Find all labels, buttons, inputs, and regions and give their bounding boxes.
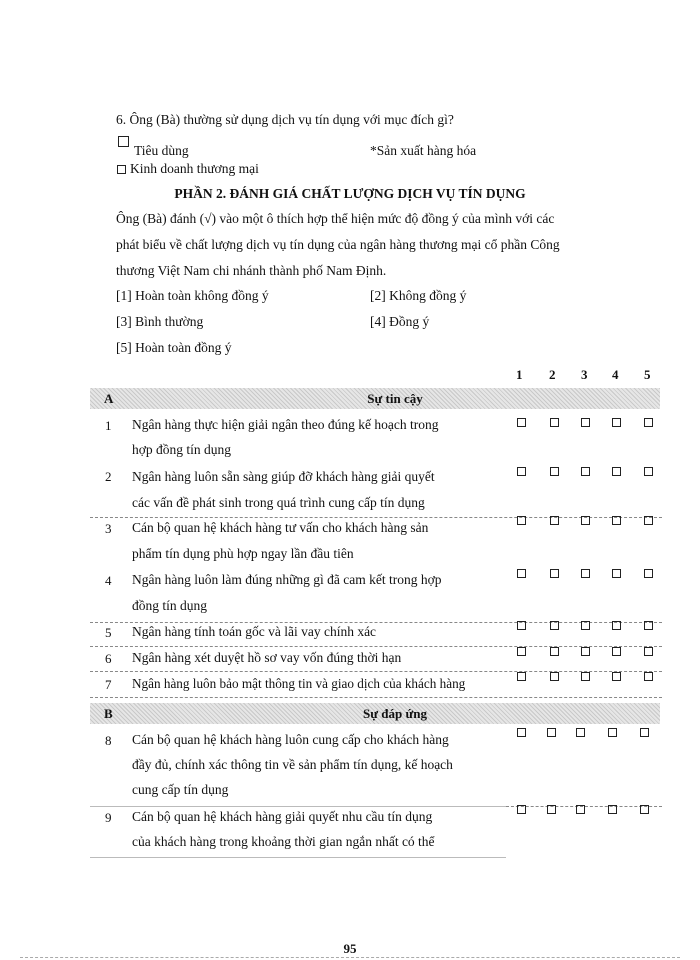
item-1-rating-5[interactable]: [644, 418, 653, 427]
item-4-rating-3[interactable]: [581, 569, 590, 578]
item-2-rating-4[interactable]: [612, 467, 621, 476]
section-b-letter: B: [104, 706, 113, 721]
item-5-number: 5: [105, 625, 112, 640]
scale-label-5: [5] Hoàn toàn đồng ý: [116, 340, 232, 355]
item-1-rating-1[interactable]: [517, 418, 526, 427]
item-5-rating-1[interactable]: [517, 621, 526, 630]
item-1-text-line1: Ngân hàng thực hiện giải ngân theo đúng kế hoạch trong: [132, 417, 439, 432]
item-8-text-line2: đầy đủ, chính xác thông tin về sản phẩm tín dụng, kế hoạch: [132, 757, 453, 772]
item-8-text-line3: cung cấp tín dụng: [132, 782, 229, 797]
scale-label-1: [1] Hoàn toàn không đồng ý: [116, 288, 269, 303]
part2-title: PHẦN 2. ĐÁNH GIÁ CHẤT LƯỢNG DỊCH VỤ TÍN DỤNG: [174, 186, 526, 201]
item-4-text-line2: đồng tín dụng: [132, 598, 208, 613]
option-san-xuat-label: *Sản xuất hàng hóa: [370, 143, 477, 158]
item-9-rating-2[interactable]: [547, 805, 556, 814]
page-footer-line: [20, 957, 680, 958]
part2-intro-line2: phát biểu về chất lượng dịch vụ tín dụng của ngân hàng thương mại cổ phần Công: [116, 237, 560, 252]
row-divider: [90, 622, 662, 623]
option-tieu-dung[interactable]: [118, 136, 129, 152]
checkbox-icon[interactable]: [117, 165, 126, 174]
item-9-rating-5[interactable]: [640, 805, 649, 814]
item-8-rating-3[interactable]: [576, 728, 585, 737]
item-1-rating-3[interactable]: [581, 418, 590, 427]
scale-label-4: [4] Đồng ý: [370, 314, 430, 329]
scale-header-3: 3: [581, 367, 588, 382]
row-divider: [90, 517, 662, 518]
item-4-rating-1[interactable]: [517, 569, 526, 578]
item-9-text-line1: Cán bộ quan hệ khách hàng giải quyết nhu cầu tín dụng: [132, 809, 433, 824]
item-8-rating-1[interactable]: [517, 728, 526, 737]
section-a-letter: A: [104, 391, 114, 406]
row-divider: [90, 806, 506, 807]
item-4-number: 4: [105, 573, 112, 588]
section-a-title: Sự tin cậy: [367, 391, 423, 406]
item-4-rating-5[interactable]: [644, 569, 653, 578]
option-kinh-doanh[interactable]: [117, 161, 259, 177]
item-5-text-line1: Ngân hàng tính toán gốc và lãi vay chính xác: [132, 624, 377, 639]
item-7-rating-4[interactable]: [612, 672, 621, 681]
item-3-text-line1: Cán bộ quan hệ khách hàng tư vấn cho khách hàng sản: [132, 520, 429, 535]
item-5-rating-4[interactable]: [612, 621, 621, 630]
item-1-text-line2: hợp đồng tín dụng: [132, 442, 232, 457]
scale-label-3: [3] Bình thường: [116, 314, 204, 329]
item-6-number: 6: [105, 651, 112, 666]
item-1-number: 1: [105, 418, 112, 433]
table-bottom-rule: [90, 857, 506, 858]
item-7-text-line1: Ngân hàng luôn bảo mật thông tin và giao dịch của khách hàng: [132, 676, 466, 691]
item-6-text-line1: Ngân hàng xét duyệt hồ sơ vay vốn đúng thời hạn: [132, 650, 402, 665]
option-tieu-dung-label: Tiêu dùng: [134, 143, 189, 158]
item-2-number: 2: [105, 469, 112, 484]
item-2-text-line1: Ngân hàng luôn sẵn sàng giúp đỡ khách hàng giải quyết: [132, 469, 435, 484]
section-b-title: Sự đáp ứng: [362, 706, 428, 721]
item-3-rating-4[interactable]: [612, 516, 621, 525]
item-5-rating-2[interactable]: [550, 621, 559, 630]
item-3-text-line2: phẩm tín dụng phù hợp ngay lần đầu tiên: [132, 546, 354, 561]
part2-intro-line3: thương Việt Nam chi nhánh thành phố Nam Định.: [116, 263, 387, 278]
scale-header-5: 5: [644, 367, 651, 382]
item-9-text-line2: của khách hàng trong khoảng thời gian ngắn nhất có thể: [132, 834, 435, 849]
item-9-rating-3[interactable]: [576, 805, 585, 814]
row-divider: [90, 671, 662, 672]
item-2-rating-2[interactable]: [550, 467, 559, 476]
option-kinh-doanh-label: Kinh doanh thương mại: [130, 161, 259, 176]
scale-label-2: [2] Không đồng ý: [370, 288, 467, 303]
item-9-number: 9: [105, 810, 112, 825]
item-6-rating-1[interactable]: [517, 647, 526, 656]
item-4-rating-2[interactable]: [550, 569, 559, 578]
checkbox-icon[interactable]: [118, 136, 129, 147]
item-5-rating-3[interactable]: [581, 621, 590, 630]
item-5-rating-5[interactable]: [644, 621, 653, 630]
page-number: 95: [343, 941, 357, 956]
item-4-rating-4[interactable]: [612, 569, 621, 578]
item-8-rating-2[interactable]: [547, 728, 556, 737]
item-8-rating-4[interactable]: [608, 728, 617, 737]
item-9-rating-1[interactable]: [517, 805, 526, 814]
item-1-rating-4[interactable]: [612, 418, 621, 427]
row-divider: [90, 697, 662, 698]
item-4-text-line1: Ngân hàng luôn làm đúng những gì đã cam kết trong hợp: [132, 572, 442, 587]
item-3-rating-5[interactable]: [644, 516, 653, 525]
item-3-rating-1[interactable]: [517, 516, 526, 525]
question-6-text: 6. Ông (Bà) thường sử dụng dịch vụ tín dụng với mục đích gì?: [116, 112, 454, 127]
item-3-rating-3[interactable]: [581, 516, 590, 525]
item-3-rating-2[interactable]: [550, 516, 559, 525]
item-8-number: 8: [105, 733, 112, 748]
item-2-rating-3[interactable]: [581, 467, 590, 476]
item-2-rating-1[interactable]: [517, 467, 526, 476]
item-7-number: 7: [105, 677, 112, 692]
item-7-rating-1[interactable]: [517, 672, 526, 681]
row-divider: [90, 646, 662, 647]
item-7-rating-3[interactable]: [581, 672, 590, 681]
item-6-rating-2[interactable]: [550, 647, 559, 656]
item-7-rating-2[interactable]: [550, 672, 559, 681]
item-8-rating-5[interactable]: [640, 728, 649, 737]
item-8-text-line1: Cán bộ quan hệ khách hàng luôn cung cấp cho khách hàng: [132, 732, 449, 747]
scale-header-1: 1: [516, 367, 523, 382]
item-2-text-line2: các vấn đề phát sinh trong quá trình cung cấp tín dụng: [132, 495, 425, 510]
part2-intro-line1: Ông (Bà) đánh (√) vào một ô thích hợp thể hiện mức độ đồng ý của mình với các: [116, 211, 555, 226]
item-6-rating-4[interactable]: [612, 647, 621, 656]
item-2-rating-5[interactable]: [644, 467, 653, 476]
scale-header-4: 4: [612, 367, 619, 382]
item-7-rating-5[interactable]: [644, 672, 653, 681]
item-6-rating-5[interactable]: [644, 647, 653, 656]
item-1-rating-2[interactable]: [550, 418, 559, 427]
item-6-rating-3[interactable]: [581, 647, 590, 656]
scale-header-2: 2: [549, 367, 556, 382]
item-9-rating-4[interactable]: [608, 805, 617, 814]
item-3-number: 3: [105, 521, 112, 536]
